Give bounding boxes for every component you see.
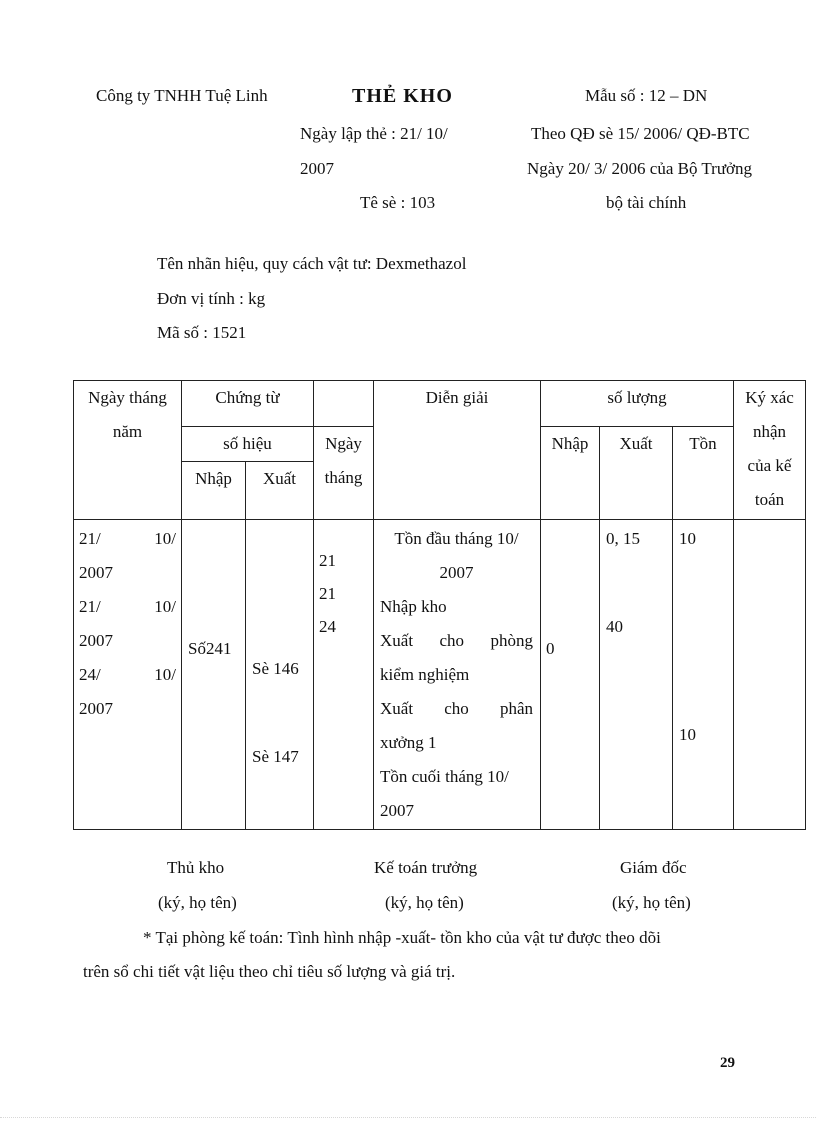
- header-qty-out: Xuất: [600, 427, 673, 520]
- sheet-number: Tê sè : 103: [360, 193, 436, 212]
- header-voucher-in: Nhập: [182, 462, 246, 520]
- body-qty-stock: 10 10: [673, 520, 734, 830]
- company-name: Công ty TNHH Tuệ Linh: [96, 86, 268, 105]
- note-line-2: trên sổ chi tiết vật liệu theo chỉ tiêu số lượng và giá trị.: [83, 962, 456, 981]
- date-line: 21/ 10/: [79, 597, 176, 616]
- body-qty-in: 0: [541, 520, 600, 830]
- header-qty-stock: Tồn: [673, 427, 734, 520]
- material-code: Mã số : 1521: [157, 323, 247, 342]
- body-voucher-in: Số241: [182, 520, 246, 830]
- note-line-1: * Tại phòng kế toán: Tình hình nhập -xuất- tồn kho của vật tư được theo dõi: [143, 928, 661, 947]
- signature-storekeeper: Thủ kho: [167, 858, 225, 877]
- signature-note-storekeeper: (ký, họ tên): [158, 893, 237, 912]
- signature-note-director: (ký, họ tên): [612, 893, 691, 912]
- header-quantity: số lượng: [541, 381, 734, 427]
- creation-date-label: Ngày lập thẻ : 21/ 10/: [300, 124, 448, 143]
- date-line: 2007: [79, 631, 113, 650]
- decision-line-2: Ngày 20/ 3/ 2006 của Bộ Trưởng: [527, 159, 753, 178]
- body-qty-out: 0, 15 40: [600, 520, 673, 830]
- signature-chief-accountant: Kế toán trưởng: [374, 858, 478, 877]
- material-unit: Đơn vị tính : kg: [157, 289, 266, 308]
- header-description: Diễn giải: [374, 381, 541, 520]
- header-voucher-number: số hiệu: [182, 427, 314, 462]
- signature-director: Giám đốc: [620, 858, 687, 877]
- creation-date-year: 2007: [300, 159, 334, 178]
- header-blank: [314, 381, 374, 427]
- header-day: Ngày tháng: [314, 427, 374, 520]
- stock-card-table: [73, 380, 806, 830]
- signature-note-chief-accountant: (ký, họ tên): [385, 893, 464, 912]
- page-bottom-divider: [0, 1117, 816, 1118]
- date-line: 2007: [79, 563, 113, 582]
- body-voucher-out: Sè 146 Sè 147: [246, 520, 314, 830]
- header-voucher: Chứng từ: [182, 381, 314, 427]
- date-line: 21/ 10/: [79, 529, 176, 548]
- date-line: 24/ 10/: [79, 665, 176, 684]
- page-number: 29: [720, 1055, 735, 1071]
- decision-line-3: bộ tài chính: [606, 193, 687, 212]
- header-voucher-out: Xuất: [246, 462, 314, 520]
- header-qty-in: Nhập: [541, 427, 600, 520]
- body-dates: [74, 520, 182, 830]
- header-accountant-confirm: Ký xác nhận của kế toán: [734, 381, 806, 520]
- form-code: Mẫu số : 12 – DN: [585, 86, 708, 105]
- document-title: THẺ KHO: [352, 85, 453, 107]
- body-description: Tồn đầu tháng 10/ 2007 Nhập kho Xuất cho phòng kiểm nghiệm Xuất cho phân xưởng 1 Tồn cuối tháng 10/ 2007: [374, 520, 541, 830]
- decision-line-1: Theo QĐ sè 15/ 2006/ QĐ-BTC: [531, 124, 750, 143]
- date-line: 2007: [79, 699, 113, 718]
- material-name: Tên nhãn hiệu, quy cách vật tư: Dexmethazol: [157, 254, 467, 273]
- body-accountant-confirm: [734, 520, 806, 830]
- body-days: 21 21 24: [314, 520, 374, 830]
- header-date: Ngày tháng năm: [74, 381, 182, 520]
